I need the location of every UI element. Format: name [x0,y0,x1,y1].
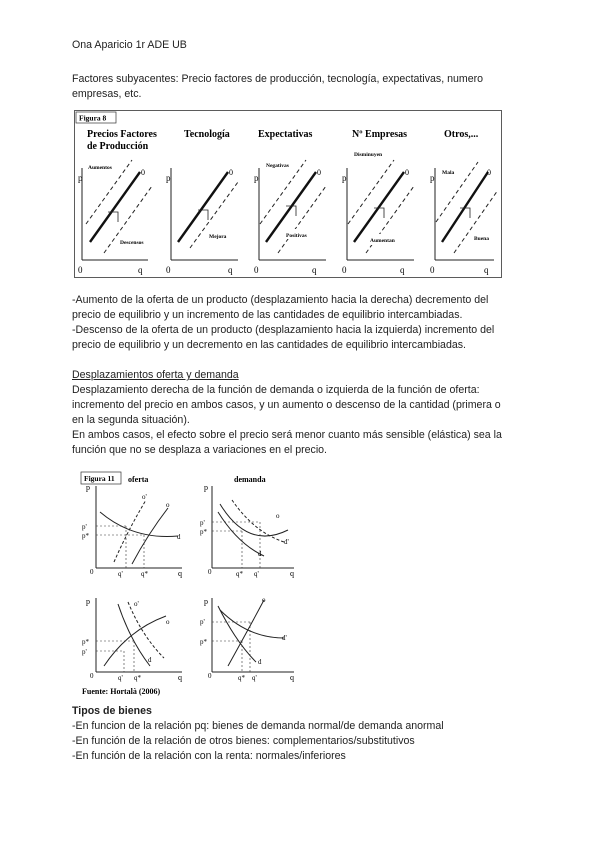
fig11-source: Fuente: Hortalà (2006) [82,687,161,696]
svg-text:0: 0 [254,265,259,275]
svg-text:q*: q* [238,674,245,682]
section2-line-5: función que no se desplaza a variaciones en el precio. [72,444,328,456]
svg-text:o': o' [142,493,147,501]
svg-text:d': d' [284,538,289,546]
svg-text:p: p [430,173,435,183]
section2-heading: Desplazamientos oferta y demanda [72,369,239,381]
intro-line-2: empresas, etc. [72,88,142,100]
section2-line-3: en la segunda situación). [72,414,190,426]
svg-text:0: 0 [430,265,435,275]
svg-text:q*: q* [134,674,141,682]
fig8-up-1: Aumentos [88,165,112,171]
svg-text:q: q [400,265,405,275]
svg-text:q': q' [118,570,123,578]
fig8-title-5: Otros,... [444,129,479,140]
section3-line-2: -En función de la relación de otros bienes: complementarios/substitutivos [72,735,415,747]
fig8-up-5: Mala [442,170,455,176]
svg-text:0: 0 [487,168,491,177]
fig11-panel-a [82,483,182,578]
fig8-down-2: Mejora [209,234,227,240]
svg-text:d: d [258,550,262,558]
supply-line-4: precio de equilibrio y un decremento en las cantidades de equilibrio intercambiadas. [72,339,466,351]
svg-text:0: 0 [208,568,212,576]
svg-text:q: q [178,673,182,682]
svg-text:q: q [138,265,143,275]
fig8-up-4: Disminuyen [354,152,383,158]
svg-text:q*: q* [236,570,243,578]
svg-text:0: 0 [208,672,212,680]
svg-text:0: 0 [342,265,347,275]
svg-text:0: 0 [405,168,409,177]
svg-text:q': q' [254,570,259,578]
svg-text:o': o' [134,600,139,608]
svg-text:d: d [177,533,181,541]
fig8-title-4: Nº Empresas [352,129,408,140]
svg-text:0: 0 [317,168,321,177]
fig8-up-3: Negativas [266,163,289,169]
fig8-down-1: Descensos [120,240,144,246]
section2-line-4: En ambos casos, el efecto sobre el precio será menor cuanto más sensible (elástica) sea la [72,429,502,441]
fig11-col-oferta: oferta [128,475,149,484]
supply-line-2: precio de equilibrio y un incremento de las cantidades de equilibrio intercambiadas. [72,309,463,321]
svg-text:q: q [178,569,182,578]
svg-text:q*: q* [141,570,148,578]
svg-text:0: 0 [166,265,171,275]
svg-text:p*: p* [82,638,89,646]
svg-text:q: q [290,569,294,578]
page-header: Ona Aparicio 1r ADE UB [72,39,187,51]
svg-text:o: o [166,501,170,509]
svg-text:q: q [290,673,294,682]
svg-text:p: p [254,173,259,183]
section2-line-2: incremento del precio en ambos casos, y un aumento o descenso de la cantidad (primera o [72,399,501,411]
svg-text:p: p [342,173,347,183]
svg-text:p: p [86,597,90,606]
fig8-title-3: Expectativas [258,129,313,140]
svg-text:d: d [258,658,262,666]
fig11-panel-b [200,483,294,578]
figure-8-label: Figura 8 [79,113,107,123]
svg-text:p: p [204,483,208,492]
fig8-down-3: Positivas [286,233,307,239]
fig8-title-1a: Precios Factores [87,129,157,140]
svg-text:d': d' [282,634,287,642]
fig8-title-1b: de Producción [87,141,149,152]
fig8-down-5: Buena [474,236,489,242]
section3-line-1: -En funcion de la relación pq: bienes de demanda normal/de demanda anormal [72,720,444,732]
section2-line-1: Desplazamiento derecha de la función de demanda o izquierda de la función de oferta: [72,384,480,396]
svg-text:p*: p* [200,528,207,536]
svg-text:0: 0 [78,265,83,275]
svg-text:0: 0 [229,168,233,177]
svg-text:p: p [166,173,171,183]
svg-text:0: 0 [141,168,145,177]
svg-text:q: q [228,265,233,275]
fig8-down-4: Aumentan [370,238,395,244]
svg-text:q': q' [252,674,257,682]
svg-text:q: q [484,265,489,275]
figure-11 [78,470,306,698]
svg-text:p*: p* [82,532,89,540]
svg-text:o: o [166,618,170,626]
svg-text:p': p' [82,648,87,656]
svg-text:0: 0 [90,672,94,680]
supply-line-3: -Descenso de la oferta de un producto (desplazamiento hacia la izquierda) incremento del [72,324,495,336]
svg-text:d: d [148,656,152,664]
figure-11-label: Figura 11 [84,474,115,483]
svg-text:p': p' [82,523,87,531]
svg-text:q: q [312,265,317,275]
svg-text:o: o [262,596,266,604]
fig11-col-demanda: demanda [234,475,266,484]
fig8-title-2: Tecnología [184,129,230,140]
svg-text:q': q' [118,674,123,682]
intro-line-1: Factores subyacentes: Precio factores de producción, tecnología, expectativas, numero [72,73,484,85]
svg-text:0: 0 [90,568,94,576]
svg-text:p: p [86,483,90,492]
svg-text:p': p' [200,618,205,626]
svg-text:o: o [276,512,280,520]
svg-text:p*: p* [200,638,207,646]
supply-line-1: -Aumento de la oferta de un producto (desplazamiento hacia la derecha) decremento del [72,294,489,306]
figure-8 [74,110,502,278]
section3-line-3: -En función de la relación con la renta: normales/inferiores [72,750,346,762]
section3-heading: Tipos de bienes [72,705,152,717]
fig11-panel-c [82,597,182,682]
svg-text:p: p [204,597,208,606]
fig11-panel-d [200,596,294,682]
svg-text:p': p' [200,519,205,527]
svg-text:p: p [78,173,83,183]
